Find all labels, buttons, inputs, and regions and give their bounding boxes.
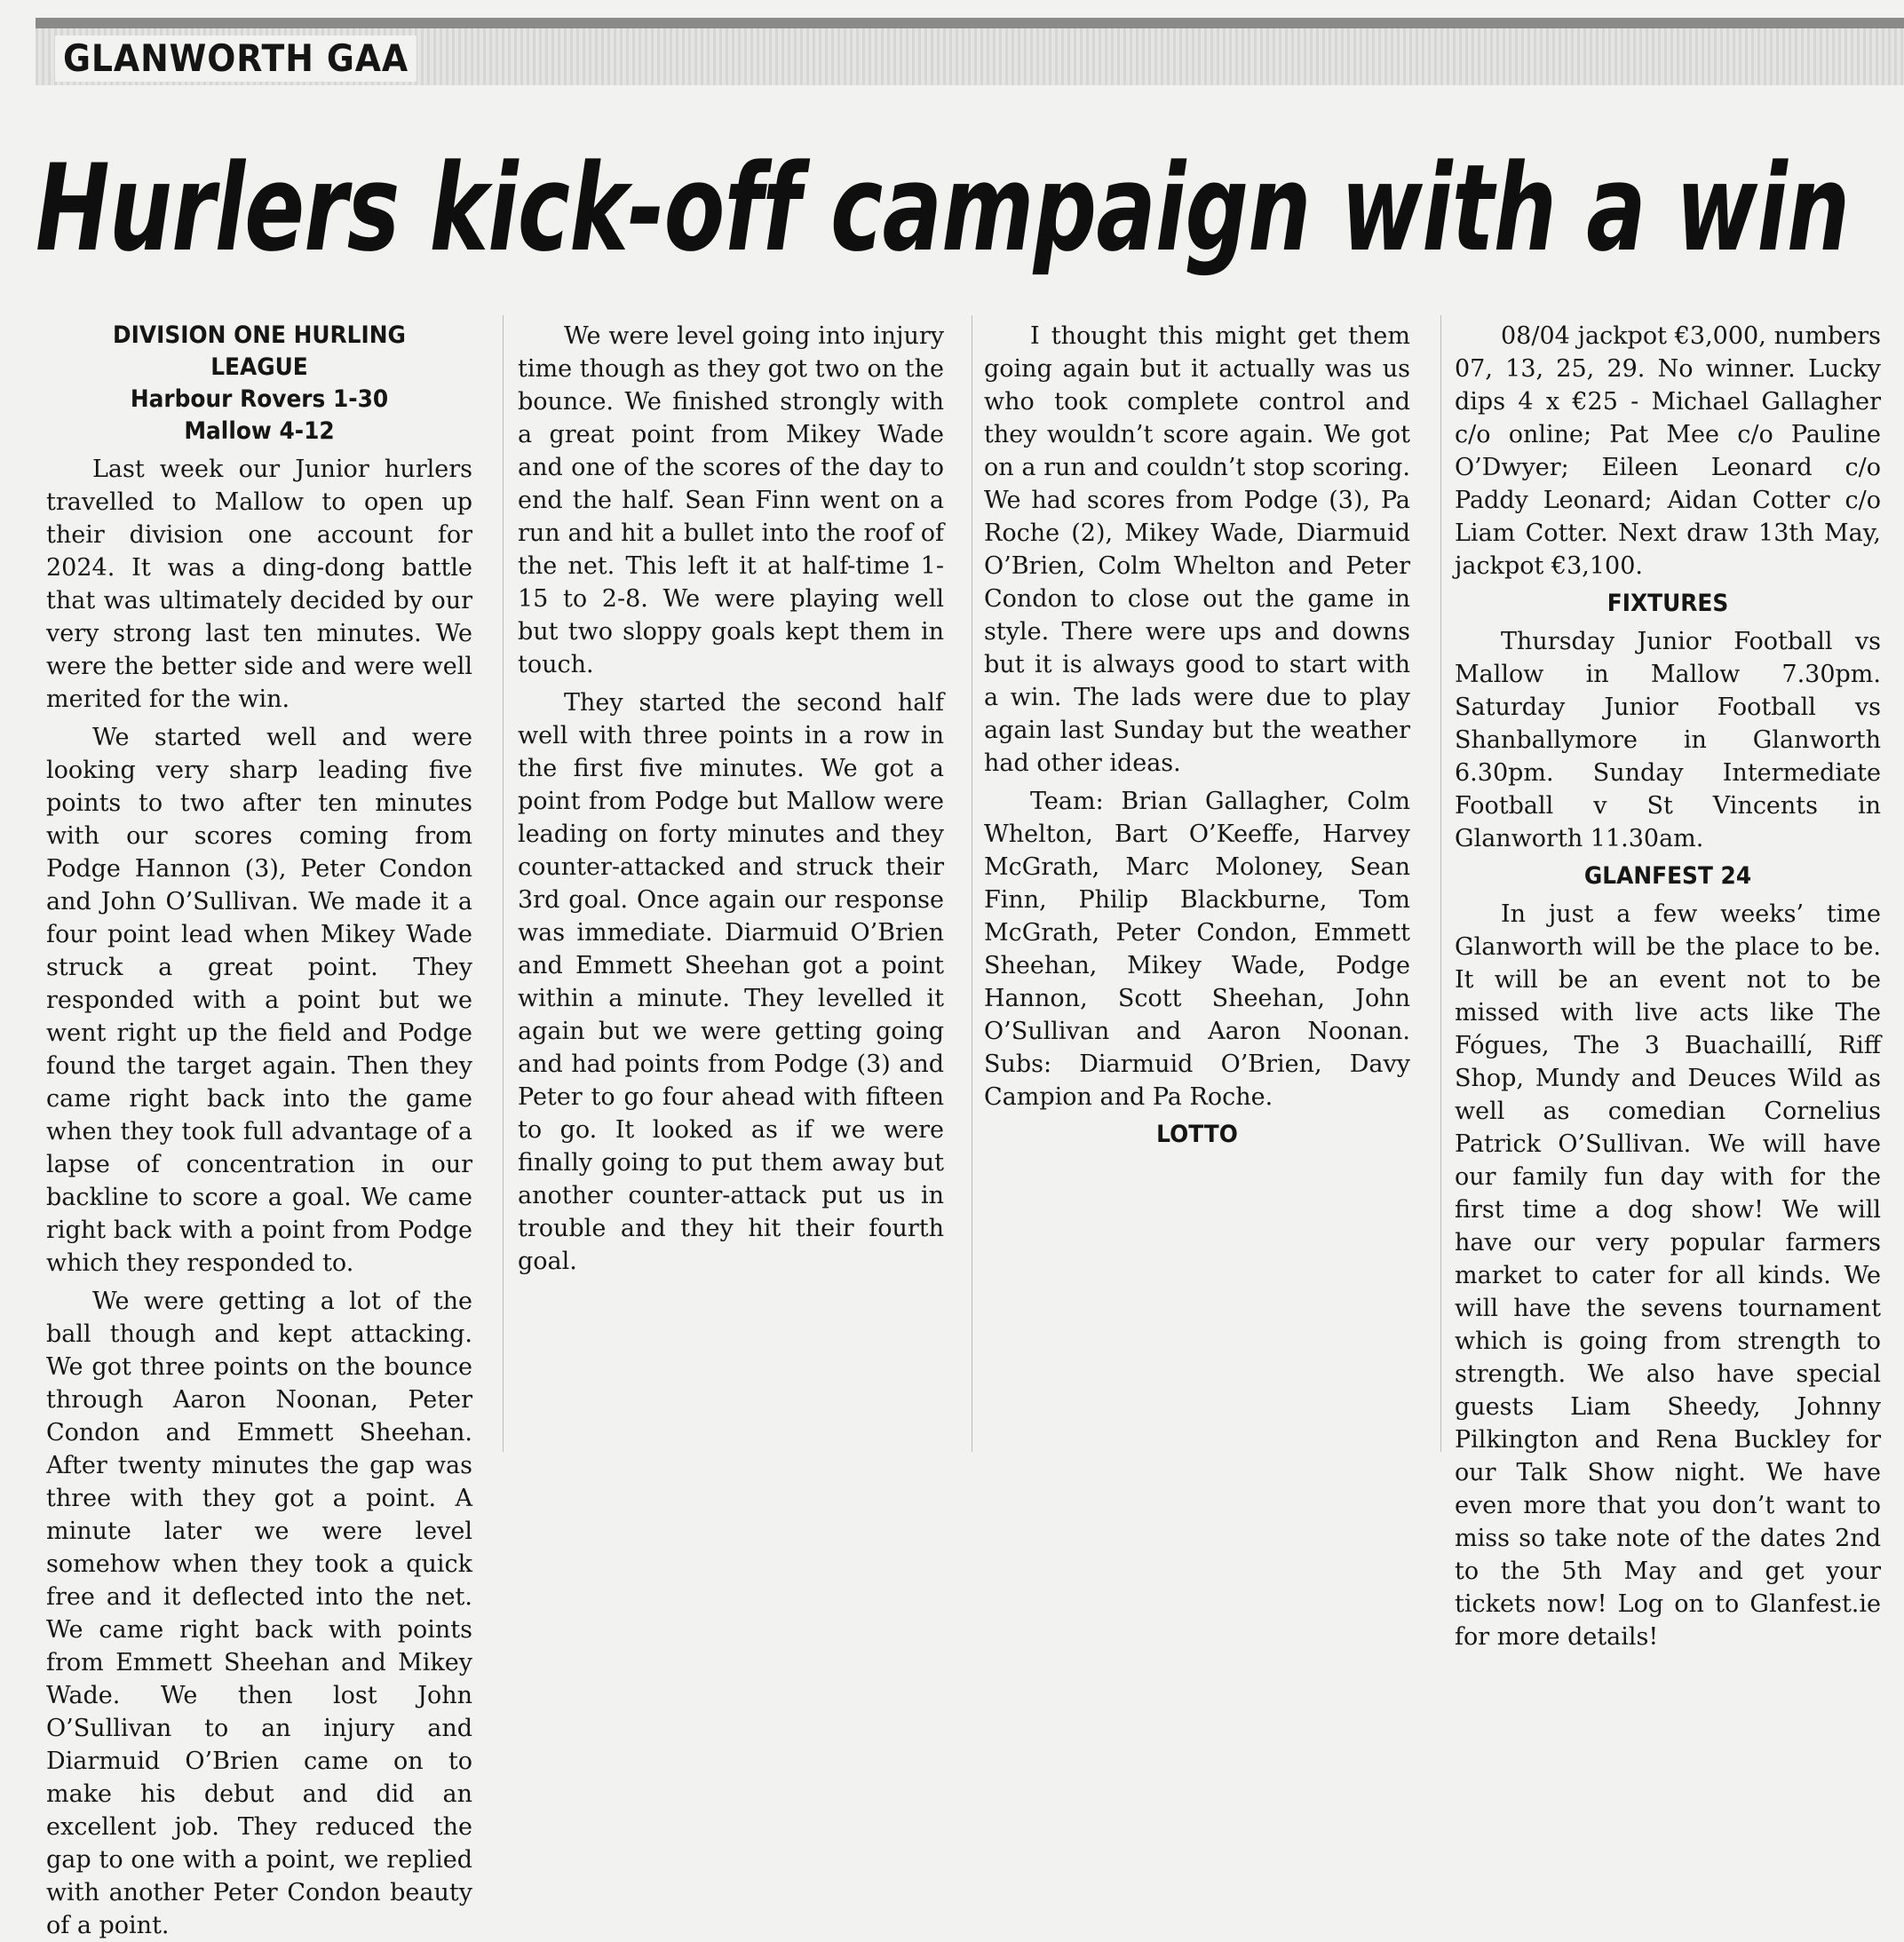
lotto-heading: LOTTO (1156, 1121, 1238, 1148)
fixtures-heading: FIXTURES (1606, 590, 1729, 617)
division-heading: DIVISION ONE HURLING LEAGUE (113, 321, 406, 381)
glanfest-heading: GLANFEST 24 (1583, 862, 1752, 890)
team-paragraph: Team: Brian Gallagher, Colm Whelton, Bart O’Keeffe, Harvey McGrath, Marc Moloney, Sean Finn, Philip Blackburne, Tom McGrath, Peter Condon, Emmett Sheehan, Mikey Wade, Podge Hannon, Scott Sheehan, John O’Sullivan and Aaron Noonan. Subs: Diarmuid O’Brien, Davy Campion and Pa Roche. (984, 788, 1410, 1111)
column-1 (46, 320, 472, 1942)
column-divider (1440, 315, 1441, 1452)
article-paragraph: We were getting a lot of the ball though and kept attacking. We got three points on the bounce through Aaron Noonan, Peter Condon and Emmett Sheehan. After twenty minutes the gap was three with they got a point. A minute later we were level somehow when they took a quick free and it deflected into the net. We came right back with points from Emmett Sheehan and Mikey Wade. We then lost John O’Sullivan to an injury and Diarmuid O’Brien came on to make his debut and did an excellent job. They reduced the gap to one with a point, we replied with another Peter Condon beauty of a point. (46, 1288, 472, 1939)
column-2 (518, 320, 944, 1278)
column-4 (1455, 320, 1881, 1653)
lotto-paragraph: 08/04 jackpot €3,000, numbers 07, 13, 25, 29. No winner. Lucky dips 4 x €25 - Michael Gallagher c/o online; Pat Mee c/o Pauline O’Dwyer; Eileen Leonard c/o Paddy Leonard; Aidan Cotter c/o Liam Cotter. Next draw 13th May, jackpot €3,100. (1455, 322, 1881, 580)
article-paragraph: We started well and were looking very sharp leading five points to two after ten minutes with our scores coming from Podge Hannon (3), Peter Condon and John O’Sullivan. We made it a four point lead when Mikey Wade struck a great point. They responded with a point but we went right up the field and Podge found the target again. Then they came right back into the game when they took full advantage of a lapse of concentration in our backline to score a goal. We came right back with a point from Podge which they responded to. (46, 724, 472, 1277)
article-paragraph: I thought this might get them going again but it actually was us who took complete control and they wouldn’t score again. We got on a run and couldn’t stop scoring. We had scores from Podge (3), Pa Roche (2), Mikey Wade, Diarmuid O’Brien, Colm Whelton and Peter Condon to close out the game in style. There were ups and downs but it is always good to start with a win. The lads were due to play again last Sunday but the weather had other ideas. (984, 322, 1410, 777)
article-paragraph: We were level going into injury time though as they got two on the bounce. We finished strongly with a great point from Mikey Wade and one of the scores of the day to end the half. Sean Finn went on a run and hit a bullet into the roof of the net. This left it at half-time 1-15 to 2-8. We were playing well but two sloppy goals kept them in touch. (518, 322, 944, 678)
headline: Hurlers kick-off campaign with a win (36, 139, 1850, 278)
column-3 (984, 320, 1410, 1151)
section-label: GLANWORTH GAA (55, 36, 416, 82)
column-divider (503, 315, 504, 1452)
glanfest-paragraph: In just a few weeks’ time Glanworth will be the place to be. It will be an event not to be missed with live acts like The Fógues, The 3 Buachaillí, Riff Shop, Mundy and Deuces Wild as well as comedian Cornelius Patrick O’Sullivan. We will have our family fun day with for the first time a dog show! We will have our very popular farmers market to cater for all kinds. We will have the sevens tournament which is going from strength to strength. We also have special guests Liam Sheedy, Johnny Pilkington and Rena Buckley for our Talk Show night. We have even more that you don’t want to miss so take note of the dates 2nd to the 5th May and get your tickets now! Log on to Glanfest.ie for more details! (1455, 900, 1881, 1651)
article-paragraph: They started the second half well with three points in a row in the first five minutes. We got a point from Podge but Mallow were leading on forty minutes and they counter-attacked and struck their 3rd goal. Once again our response was immediate. Diarmuid O’Brien and Emmett Sheehan got a point within a minute. They levelled it again but we were getting going and had points from Podge (3) and Peter to go four ahead with fifteen to go. It looked as if we were finally going to put them away but another counter-attack put us in trouble and they hit their fourth goal. (518, 689, 944, 1275)
result-line-2: Mallow 4-12 (184, 417, 335, 445)
fixtures-paragraph: Thursday Junior Football vs Mallow in Mallow 7.30pm. Saturday Junior Football vs Shanballymore in Glanworth 6.30pm. Sunday Intermediate Football v St Vincents in Glanworth 11.30am. (1455, 628, 1881, 852)
result-line-1: Harbour Rovers 1-30 (130, 385, 389, 413)
article-paragraph: Last week our Junior hurlers travelled to Mallow to open up their division one account for 2024. It was a ding-dong battle that was ultimately decided by our very strong last ten minutes. We were the better side and were well merited for the win. (46, 456, 472, 713)
